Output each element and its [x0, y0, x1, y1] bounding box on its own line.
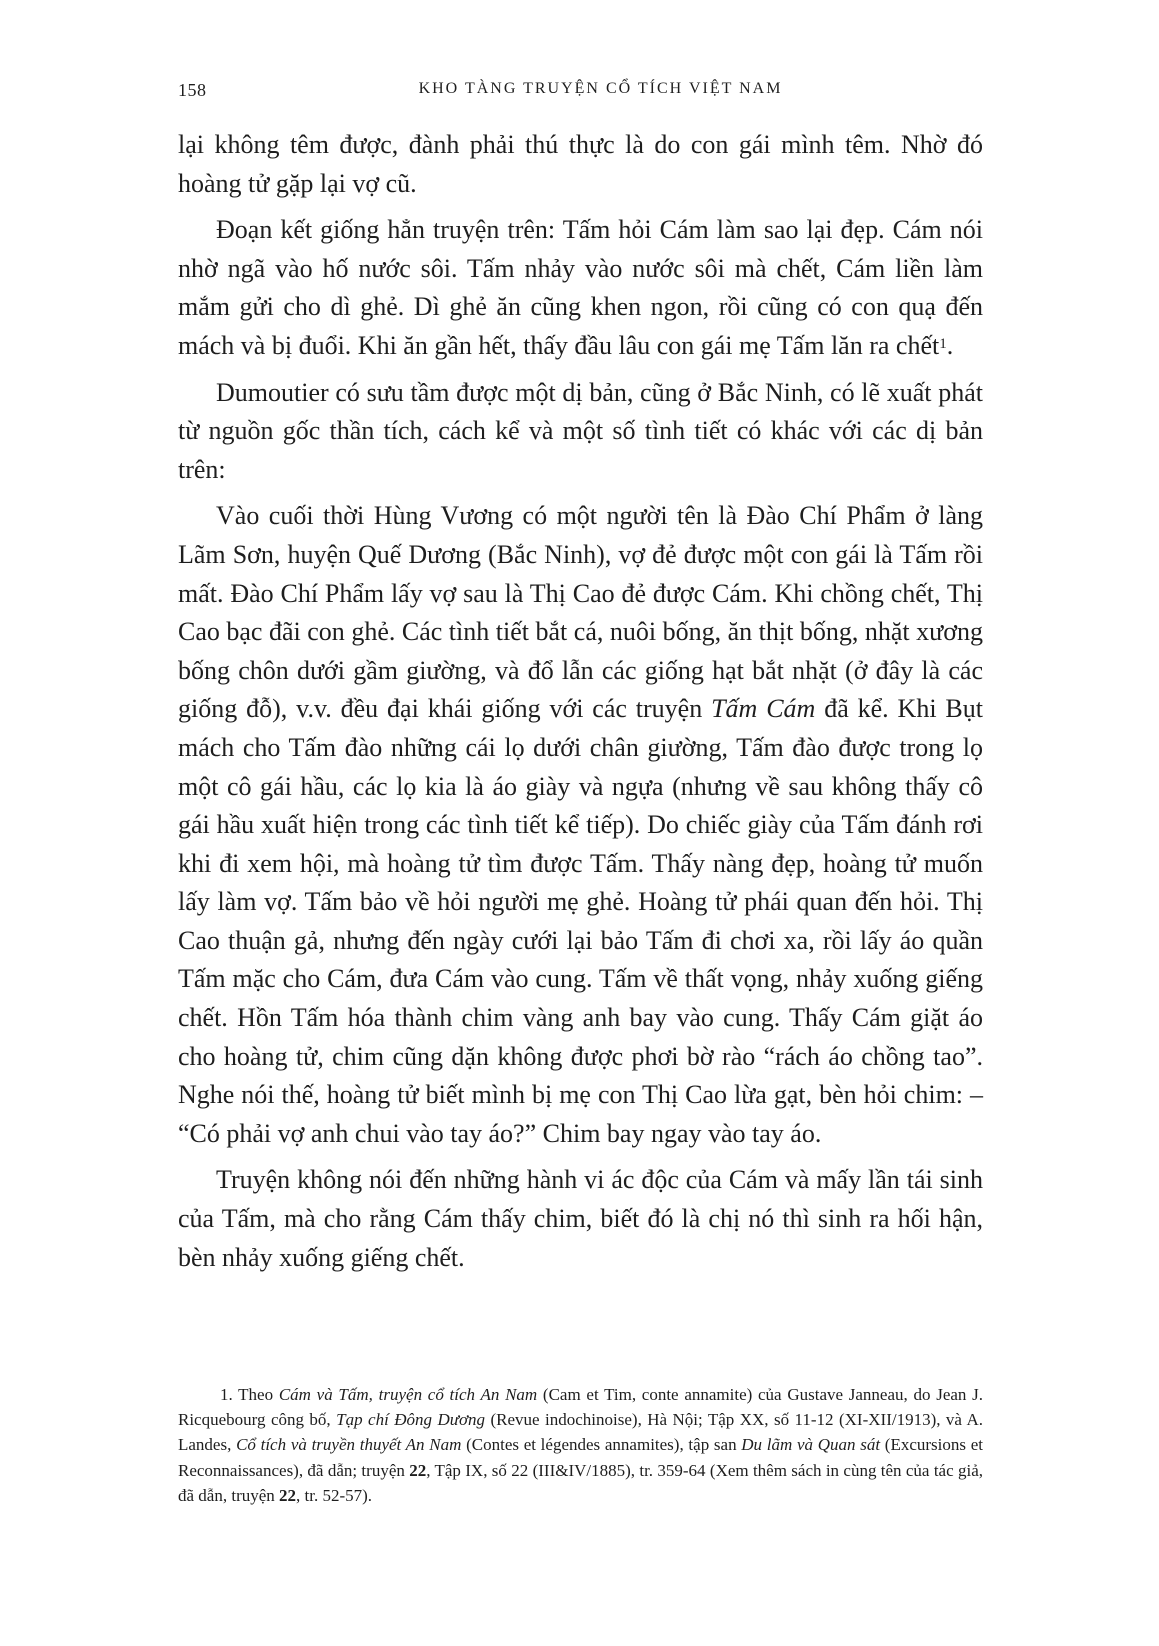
footnote-part: (Revue indochinoise), Hà Nội; Tập XX, số 11-12 (XI-XII/1913), và A. Landes,: [178, 1410, 983, 1455]
story-title: Tấm Cám: [711, 694, 816, 724]
footnote-story-number: 22: [409, 1460, 427, 1480]
paragraph: lại không têm được, đành phải thú thực là do con gái mình têm. Nhờ đó hoàng tử gặp lại vợ cũ.: [178, 130, 983, 198]
page-header: [178, 80, 983, 104]
footnote-part: , Tập IX, số 22 (III&IV/1885), tr. 359-64 (Xem thêm sách in cùng tên của tác giả, đã dẫn, truyện: [178, 1460, 983, 1505]
paragraph-end: .: [946, 330, 954, 360]
running-title: KHO TÀNG TRUYỆN CỔ TÍCH VIỆT NAM: [418, 80, 783, 97]
paragraph: Truyện không nói đến những hành vi ác độc của Cám và mấy lần tái sinh của Tấm, mà cho rằng Cám thấy chim, biết đó là chị nó thì sinh ra hối hận, bèn nhảy xuống giếng chết.: [178, 1165, 983, 1272]
paragraph: [178, 211, 983, 365]
footnote-part: (Excursions et Reconnaissances), đã dẫn; truyện: [178, 1435, 983, 1480]
body-text: [178, 126, 983, 1285]
footnote-text: [178, 1382, 983, 1508]
footnote-part: 1. Theo: [220, 1385, 279, 1404]
paragraph-text: Vào cuối thời Hùng Vương có một người tên là Đào Chí Phẩm ở làng Lãm Sơn, huyện Quế Dương (Bắc Ninh), vợ đẻ được một con gái là Tấm rồi mất. Đào Chí Phẩm lấy vợ sau là Thị Cao đẻ được Cám. Khi chồng chết, Thị Cao bạc đãi con ghẻ. Các tình tiết bắt cá, nuôi bống, ăn thịt bống, nhặt xương bống chôn dưới gầm giường, và đổ lẫn các giống hạt bắt nhặt (ở đây là các giống đỗ), v.v. đều đại khái giống với các truyện: [178, 501, 983, 724]
footnote-title: Cổ tích và truyền thuyết An Nam: [236, 1435, 462, 1455]
footnote-part: (Cam et Tim, conte annamite) của Gustave Janneau, do Jean J. Ricquebourg công bố,: [178, 1385, 983, 1430]
footnote-title: Tạp chí Đông Dương: [336, 1410, 486, 1430]
page-number: 158: [178, 80, 207, 100]
footnote-marker[interactable]: 1: [939, 335, 947, 352]
footnote-title: Du lãm và Quan sát: [741, 1435, 881, 1455]
footnote-part: (Contes et légendes annamites), tập san: [461, 1435, 742, 1455]
paragraph: Dumoutier có sưu tầm được một dị bản, cũng ở Bắc Ninh, có lẽ xuất phát từ nguồn gốc thần tích, cách kể và một số tình tiết có khác với các dị bản trên:: [178, 377, 983, 484]
paragraph-text: đã kể. Khi Bụt mách cho Tấm đào những cái lọ dưới chân giường, Tấm đào được trong lọ một cô gái hầu, các lọ kia là áo giày và ngựa (nhưng về sau không thấy cô gái hầu xuất hiện trong các tình tiết kể tiếp). Do chiếc giày của Tấm đánh rơi khi đi xem hội, mà hoàng tử tìm được Tấm. Thấy nàng đẹp, hoàng tử muốn lấy làm vợ. Tấm bảo về hỏi người mẹ ghẻ. Hoàng tử phái quan đến hỏi. Thị Cao thuận gả, nhưng đến ngày cưới lại bảo Tấm đi chơi xa, rồi lấy áo quần Tấm mặc cho Cám, đưa Cám vào cung. Tấm về thất vọng, nhảy xuống giếng chết. Hồn Tấm hóa thành chim vàng anh bay vào cung. Thấy Cám giặt áo cho hoàng tử, chim cũng dặn không được phơi bờ rào “rách áo chồng tao”. Nghe nói thế, hoàng tử biết mình bị mẹ con Thị Cao lừa gạt, bèn hỏi chim: – “Có phải vợ anh chui vào tay áo?” Chim bay ngay vào tay áo.: [178, 694, 983, 1148]
footnote-title: Cám và Tấm, truyện cổ tích An Nam: [278, 1385, 538, 1404]
paragraph-text: Đoạn kết giống hẳn truyện trên: Tấm hỏi Cám làm sao lại đẹp. Cám nói nhờ ngã vào hố nước sôi. Tấm nhảy vào nước sôi mà chết, Cám liền làm mắm gửi cho dì ghẻ. Dì ghẻ ăn cũng khen ngon, rồi cũng có con quạ đến mách và bị đuổi. Khi ăn gần hết, thấy đầu lâu con gái mẹ Tấm lăn ra chết: [178, 215, 983, 360]
footnote: [178, 1382, 983, 1508]
footnote-story-number: 22: [279, 1485, 297, 1505]
paragraph: [178, 497, 983, 1153]
footnote-part: , tr. 52-57).: [296, 1485, 373, 1505]
